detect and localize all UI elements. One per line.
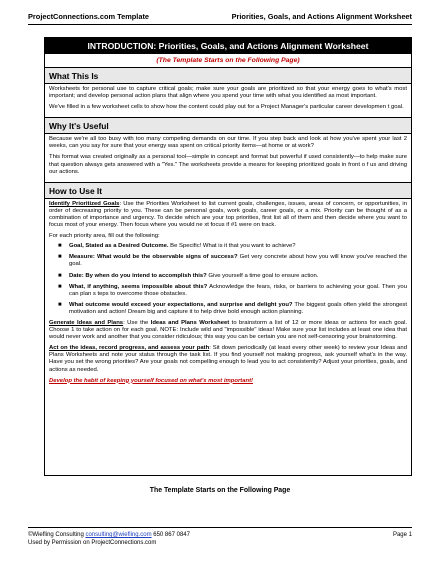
how-bullet-list — [49, 243, 407, 316]
how-p3-bold: Ideas and Plans Worksheet — [150, 319, 230, 326]
section-heading-what: What This Is — [45, 68, 411, 84]
bullet-icon: ■ — [58, 272, 62, 279]
how-paragraph-1 — [49, 201, 407, 229]
how-p4-rest: : Sit down periodically (at least every other week) to review your Ideas and Plans Worksheets and note your status through the task list. If you find yourself not making progress, ask yourself what's in the way. Have you set the wrong priorities? Are your goals not compelling enough to lead you to act consistently? Adjust your priorities, goals, and actions as needed. — [49, 345, 407, 373]
list-item — [58, 243, 407, 250]
bullet-lead: Measure: What would be the observable signs of success? — [69, 254, 238, 261]
template-starts-note: The Template Starts on the Following Page — [149, 487, 291, 494]
bullet-lead: What, if anything, seems impossible about this? — [69, 283, 208, 290]
bullet-icon: ■ — [58, 283, 62, 290]
list-item — [58, 283, 407, 298]
footer-phone: 650 867 0847 — [151, 532, 190, 538]
intro-frame — [44, 37, 412, 476]
list-item — [58, 272, 407, 280]
header-left-text: ProjectConnections.com Template — [28, 12, 150, 21]
section-heading-why: Why It's Useful — [45, 117, 411, 134]
bullet-rest: Give yourself a time goal to ensure action. — [206, 272, 319, 279]
why-paragraph-1: Because we're all too busy with too many competing demands on our time. If you step back and look at how you've spent your last 2 weeks, can you say for sure that your energy was spent on critical priority items—at home or at work? — [49, 136, 407, 150]
how-p4-lead: Act on the ideas, record progress, and assess your path — [49, 345, 210, 352]
bullet-lead: Goal, Stated as a Desired Outcome. — [69, 243, 169, 250]
bullet-rest: Acknowledge the fears, risks, or barriers to achieving your goal. Then you can plan s teps to overcome those obstacles. — [69, 283, 407, 297]
how-p3-mid: : Use the — [123, 319, 151, 326]
footer-copyright: ©Wiefling Consulting — [28, 532, 86, 538]
what-paragraph-2: We've filled in a few worksheet cells to show how the content could play out for a Project Manager's particular career developmen t goal. — [49, 104, 404, 111]
footer-line-2: Used by Permission on ProjectConnections.com — [28, 540, 157, 546]
how-p1-rest: : Use the Priorities Worksheet to list current goals, challenges, issues, areas of concern, or opportunities, in order of decreasing priority to you. These can be personal goals, work goals, career goals, or a mix. Priority can be thought of as a combination of importance and urgency. To decide which are your top priorities, first list all of them and then decide where you want to focus most of your energy. Then focus where you would ne xt focus if #1 were on track. — [49, 200, 407, 229]
page-footer — [28, 527, 412, 547]
intro-title: INTRODUCTION: Priorities, Goals, and Actions Alignment Worksheet — [45, 38, 411, 54]
how-paragraph-3 — [49, 320, 407, 341]
bullet-lead: What outcome would exceed your expectations, and surprise and delight you? — [69, 301, 293, 308]
bullet-rest: Get very concrete about how you will know you've reached the goal. — [69, 254, 407, 268]
bullet-icon: ■ — [58, 254, 62, 261]
section-body-how — [45, 199, 411, 392]
how-paragraph-4 — [49, 345, 407, 373]
how-p1-lead: Identify Prioritized Goals — [49, 200, 120, 207]
intro-subtitle: (The Template Starts on the Following Page) — [45, 54, 411, 68]
footer-email-link[interactable]: consulting@wiefling.com — [85, 532, 152, 538]
footer-line-1 — [28, 531, 412, 539]
list-item — [58, 254, 407, 268]
header-right-text: Priorities, Goals, and Actions Alignment Worksheet — [231, 12, 412, 21]
section-body-why — [45, 134, 411, 181]
closing-line: Develop the habit of keeping yourself focused on what's most important! — [49, 377, 253, 384]
section-body-what — [45, 84, 411, 117]
footer-page-number: Page 1 — [392, 532, 412, 538]
bullet-lead: Date: By when do you intend to accomplish this? — [69, 272, 207, 279]
bullet-icon: ■ — [58, 243, 62, 250]
page-header — [28, 10, 412, 25]
bullet-rest: Be Specific! What is it that you want to achieve? — [168, 243, 296, 250]
what-paragraph-1: Worksheets for personal use to capture critical goals; make sure your goals are prioritized so that your energy goes to what's most important; and develop personal action plans that align where you spend your time with what you identified as most important. — [49, 86, 407, 100]
how-p3-lead: Generate Ideas and Plans — [49, 319, 124, 326]
section-heading-how: How to Use It — [45, 182, 411, 199]
bullet-rest: The biggest goals often yield the strongest motivation and action! Dream big and capture it to help drive bold enough action planning. — [69, 301, 408, 315]
why-paragraph-2: This format was created originally as a personal tool—simple in concept and format but powerful if used consistently—to help make sure that question always gets answered with a "Yes." The worksheets provide a means for keeping prioritized goals in front o f us and driving our actions. — [49, 154, 407, 175]
how-paragraph-2: For each priority area, fill out the following: — [49, 233, 160, 240]
how-p3-rest: to brainstorm a list of 12 or more ideas or actions for each goal. Choose 1 to take action on for each goal. NOTE: Include wild and "impossible" ideas! Make sure your list includes at least one idea that would never work and another that you consider ridiculous; this way you can be certain you are not self-censoring your brainstorming. — [49, 319, 408, 341]
list-item — [58, 301, 408, 316]
bullet-icon: ■ — [58, 301, 62, 308]
